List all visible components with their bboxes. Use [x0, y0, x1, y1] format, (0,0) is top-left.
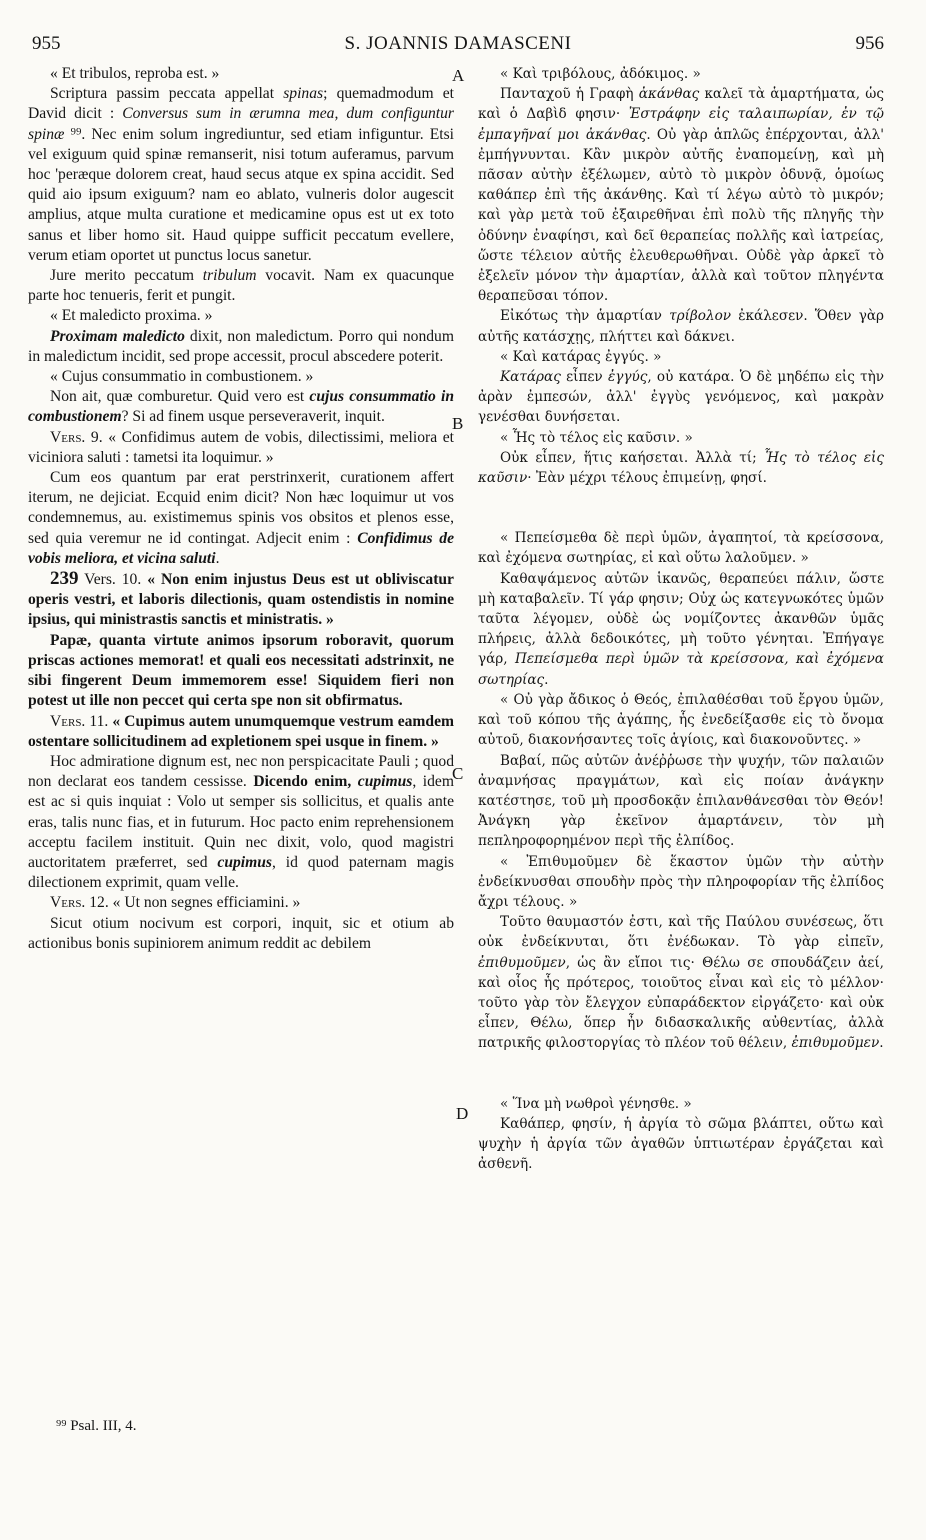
left-paragraph	[28, 712, 454, 752]
text-run: Conversus sum in ærumna mea, dum configuntur spinæ	[28, 105, 454, 143]
text-run: ? Si ad finem usque perseveraverit, inquit.	[121, 408, 385, 426]
text-run: « Non enim injustus Deus est ut obliviscatur operis vestri, et laboris dilectionis, quam ostendistis in nomine ipsius, qui ministrastis sanctis et ministratis. »	[28, 571, 454, 629]
text-run: ἐγγύς	[607, 369, 648, 386]
text-run: Proximam maledicto	[50, 327, 185, 345]
text-run: , ὡς ἂν εἴποι τις· Θέλω σε σπουδάζειν ἀεί, καὶ οἷος ἧς πρότερος, τοιοῦτος εἶναι καὶ εἰς τὸ μέλλον· τοῦτο γὰρ τὸν ἔλεγχον εὐπαράδεκτον εἰργάζετο· καὶ οὐκ εἶπεν, Θέλω, ὅπερ ἦν διδασκαλικῆς αὐθεντίας, ἀλλὰ πατρικῆς φιλοστοργίας τὸ πλέον τοῦ θέλειν,	[478, 954, 884, 1052]
text-run: « Καὶ κατάρας ἐγγύς. »	[500, 348, 662, 365]
text-run: « Καὶ τριβόλους, ἀδόκιμος. »	[500, 66, 701, 82]
column-number-left: 955	[32, 33, 61, 54]
right-paragraph	[478, 428, 884, 448]
section-marker-b: B	[452, 414, 464, 433]
left-paragraph	[28, 367, 454, 387]
column-number-right: 956	[855, 33, 884, 54]
text-run: καλεῖ τὰ ἁμαρτήματα, ὡς καὶ ὁ Δαβὶδ φησιν·	[478, 86, 885, 123]
text-run: Vers. 12.	[50, 894, 109, 912]
greek-column	[478, 64, 884, 1174]
text-run: .	[544, 671, 549, 688]
right-paragraph	[478, 84, 884, 306]
text-run: τρίβολον	[669, 308, 732, 325]
left-paragraph	[28, 327, 454, 367]
text-run: ἐπιθυμοῦμεν	[478, 954, 566, 971]
text-run: Vers. 10.	[78, 571, 148, 589]
right-paragraph	[478, 1114, 884, 1175]
text-run: dixit, non maledictum. Porro qui nondum in maledictum incidit, sed prope accessit, procul abscedere poterit.	[28, 327, 454, 365]
left-paragraph	[28, 84, 454, 266]
text-run: , οὐ κατάρα. Ὁ δὲ μηδέπω εἰς τὴν ἀρὰν ἐμπεσών, ἀλλ' ἐγγὺς γενόμενος, καὶ μακρὰν γενέσθαι δυνήσεται.	[478, 369, 884, 426]
text-run: Πεπείσμεθα περὶ ὑμῶν τὰ κρείσσονα, καὶ ἐχόμενα σωτηρίας	[478, 651, 884, 688]
text-run: Confidimus de vobis meliora, et vicina saluti	[28, 529, 454, 567]
left-paragraph	[28, 428, 454, 468]
text-run: « Οὐ γὰρ ἄδικος ὁ Θεός, ἐπιλαθέσθαι τοῦ ἔργου ὑμῶν, καὶ τοῦ κόπου τῆς ἀγάπης, ἧς ἐνεδείξασθε εἰς τὸ ὄνομα αὐτοῦ, διακονήσαντες τοῖς ἁγίοις, καὶ διακονοῦντες. »	[478, 691, 884, 749]
section-marker-c: C	[452, 764, 464, 783]
text-run: cupimus	[217, 853, 272, 871]
text-run: ἐκάλεσεν. Ὅθεν γὰρ αὐτῆς κατάσχῃς, πλήττει καὶ δάκνει.	[478, 308, 884, 345]
text-run: Ἧς τὸ τέλος εἰς καῦσιν	[478, 449, 884, 487]
section-marker-d: D	[456, 1104, 469, 1123]
text-run: Εἰκότως τὴν ἁμαρτίαν	[500, 308, 670, 325]
text-run: .	[879, 1035, 884, 1052]
text-run: Καθάπερ, φησίν, ἡ ἀργία τὸ σῶμα βλάπτει, οὕτω καὶ ψυχὴν ἡ ἀργία τῶν ἀγαθῶν ὑπτιωτέραν ἐργάζεται καὶ ἀσθενῆ.	[478, 1115, 884, 1173]
right-paragraph	[478, 1094, 884, 1114]
text-run: εἶπεν	[560, 369, 608, 386]
left-paragraph	[28, 266, 454, 306]
text-run: Cum eos quantum par erat perstrinxerit, curationem affert iterum, ne dejiciat. Ecquid enim dicit? Non hæc loquimur ut vos condemnemus, au. existimemus spinis vos obsitos et plenos esse, sed quia veremur ne id contingat. Adjecit enim :	[28, 469, 454, 547]
right-paragraph	[478, 306, 884, 346]
text-run: Πανταχοῦ ἡ Γραφὴ	[500, 86, 639, 103]
text-run: « Cujus consummatio in combustionem. »	[50, 368, 314, 386]
left-paragraph	[28, 306, 454, 326]
text-run: ⁹⁹. Nec enim solum ingrediuntur, sed etiam infiguntur. Etsi vel exiguum quid spinæ remanserit, nisi totum auferamus, parvum hoc 'peræque dolorem creat, haud secus atque ex spina accidit. Sed quid aio ipsum exiguum? nam eo ablato, vulneris dolor augescit amplius, atque multa curatione et medicamine opus est ut ex toto sanus et liber homo sit. Haud quippe sufficit peccatum evellere, verum etiam oportet ut punctus locus sanetur.	[28, 125, 454, 264]
text-run: · Ἐὰν μέχρι τέλους ἐπιμείνῃ, φησί.	[527, 470, 767, 487]
right-paragraph	[478, 448, 884, 488]
text-run: Hoc admiratione dignum est, nec non perspicacitate Pauli ; quod non declarat eos tandem cessisse.	[28, 752, 454, 791]
right-paragraph	[478, 528, 884, 568]
left-paragraph	[28, 893, 454, 913]
text-run: Καθαψάμενος αὐτῶν ἱκανῶς, θεραπεύει πάλιν, ὥστε μὴ καταβαλεῖν. Τί γάρ φησιν; Οὐχ ὡς κατεγνωκότες ὑμῶν ταῦτα λέγομεν, οὐδὲ ὡς νομίζοντες ἀκανθῶν ὑμᾶς πλήρεις, ἀλλὰ δεδοικότες, μὴ τοῦτο γένηται. Ἐπήγαγε γάρ,	[478, 570, 884, 668]
text-run: « Et tribulos, reproba est. »	[50, 65, 220, 82]
running-header	[32, 30, 884, 58]
left-paragraph	[28, 914, 454, 954]
right-paragraph	[478, 569, 884, 690]
left-paragraph	[28, 468, 454, 569]
text-run: Βαβαί, πῶς αὐτῶν ἀνέῤῥωσε τὴν ψυχήν, τῶν παλαιῶν ἀναμνήσας πραγμάτων, καὶ εἰς ποίαν ἀνάγκην κατέστησε, τοῦ μὴ προσδοκᾷν ἐπιλανθάνεσθαι τὸν Θεόν! Ἀνάγκη γὰρ ἐκεῖνον ἁμαρτάνειν, τὸν μὴ πεπληροφορημένον περὶ τῆς ἐλπίδος.	[478, 752, 884, 850]
text-run: Sicut otium nocivum est corpori, inquit, sic et otium ab actionibus bonis supiniorem animum reddit ac debilem	[28, 914, 454, 952]
text-run: Ἐστράφην εἰς ταλαιπωρίαν, ἐν τῷ ἐμπαγῆναί μοι ἀκάνθας	[478, 106, 884, 143]
right-paragraph	[478, 64, 884, 84]
text-run: , idem est ac si quis inquiat : Volo ut semper sis sollicitus, et qualis ante eras, talis nunc fias, et in futurum. Hoc pacto enim reprehensionem acceptu facilem instituit. Quin nec dixit, volo, quod magistri auctoritatem præferret, sed	[28, 773, 454, 871]
latin-column	[28, 64, 454, 954]
text-run: « Ἐπιθυμοῦμεν δὲ ἕκαστον ὑμῶν τὴν αὐτὴν ἐνδείκνυσθαι σπουδὴν πρὸς τὴν πληροφορίαν τῆς ἐλπίδος ἄχρι τέλους. »	[478, 853, 884, 910]
text-run: ; quemadmodum et David dicit :	[28, 85, 454, 123]
right-paragraph	[478, 690, 884, 751]
text-run: ἐπιθυμοῦμεν	[791, 1035, 880, 1052]
text-run: Τοῦτο θαυμαστόν ἐστι, καὶ τῆς Παύλου συνέσεως, ὅτι οὐκ ἐνδείκνυται, ὅτι ἐνέδωκαν. Τὸ γὰρ εἰπεῖν,	[478, 914, 884, 951]
left-paragraph	[28, 631, 454, 712]
left-paragraph	[28, 569, 454, 631]
text-run: « Et maledicto proxima. »	[50, 307, 213, 325]
text-run: vocavit. Nam ex quacunque parte hoc tenueris, ferit et pungit.	[28, 267, 455, 305]
text-run: cupimus	[357, 773, 413, 791]
text-run: Non ait, quæ comburetur. Quid vero est	[50, 388, 310, 406]
text-run: « Ut non segnes efficiamini. »	[108, 894, 301, 912]
right-paragraph	[478, 852, 884, 913]
text-run: « Πεπείσμεθα δὲ περὶ ὑμῶν, ἀγαπητοί, τὰ κρείσσονα, καὶ ἐχόμενα σωτηρίας, εἰ καὶ οὕτω λαλοῦμεν. »	[478, 530, 884, 567]
text-run: « Ἵνα μὴ νωθροὶ γένησθε. »	[500, 1095, 692, 1112]
text-run: spinas	[283, 85, 324, 103]
right-paragraph	[478, 751, 884, 852]
text-run: « Ἧς τὸ τέλος εἰς καῦσιν. »	[500, 429, 693, 446]
text-run: Vers. 11.	[50, 712, 109, 730]
text-run: tribulum	[202, 267, 257, 285]
left-paragraph	[28, 752, 454, 893]
right-paragraph	[478, 347, 884, 367]
left-paragraph	[28, 387, 454, 427]
text-run: .	[215, 549, 220, 567]
text-run: Κατάρας	[500, 369, 561, 386]
text-run: Vers. 9.	[50, 428, 103, 446]
text-run: « Cupimus autem unumquemque vestrum eamdem ostentare sollicitudinem ad expletionem spei usque in finem. »	[28, 712, 454, 750]
text-run: Dicendo enim,	[253, 773, 358, 791]
text-run: 239	[50, 568, 79, 590]
section-marker-a: A	[452, 66, 465, 85]
text-run: Papæ, quanta virtute animos ipsorum roboravit, quorum priscas actiones memorat! et quali eos necessitati adstrinxit, ne sibi fingerent Deum immemorem esse! Siquidem fieri non potest ut ille non peccet qui certa spe non sit obfirmatus.	[28, 631, 454, 710]
left-paragraph	[28, 64, 454, 84]
text-run: . Οὐ γὰρ ἁπλῶς ἐπέρχονται, ἀλλ' ἐμπήγνυνται. Κἂν μικρὸν αὐτῆς ἐναπομείνῃ, καὶ μὴ πᾶσαν αὐτὴν ἐξέλωμεν, αὐτὸ τὸ μικρὸν ὀδυνᾷ, ὁμοίως καθάπερ ἐπὶ τῆς ἀκάνθης. Καὶ τί λέγω αὐτὸ τὸ μικρόν; καὶ γὰρ μετὰ τοῦ ἐξαιρεθῆναι ἐπὶ πολὺ τῆς πληγῆς τὴν ὀδύνην ἐναφίησι, καὶ δεῖ θεραπείας πολλῆς καὶ ἰατρείας, ὥστε τέλειον αὐτῆς ἐλευθερωθῆναι. Οὐδὲ γὰρ ἀρκεῖ τὸ ἐξελεῖν μόνον τὴν ἁμαρτίαν, ἀλλὰ καὶ τοῦτον πληγέντα θεραπεῦσαι τόπον.	[478, 126, 884, 305]
right-paragraph	[478, 912, 884, 1053]
text-run: cujus consummatio in combustionem	[28, 388, 454, 426]
text-run: Jure merito peccatum	[50, 267, 203, 285]
footnote: ⁹⁹ Psal. III, 4.	[56, 1418, 137, 1434]
running-title: S. JOANNIS DAMASCENI	[344, 33, 572, 54]
text-run: Οὐκ εἶπεν, ἥτις καήσεται. Ἀλλὰ τί;	[500, 449, 765, 466]
text-run: , id quod paternam magis dilectionem exprimit, quam velle.	[28, 853, 454, 892]
text-run: « Confidimus autem de vobis, dilectissimi, meliora et viciniora saluti : tametsi ita loquimur. »	[28, 428, 454, 466]
text-run: ἀκάνθας	[638, 86, 700, 103]
text-run: Scriptura passim peccata appellat	[50, 85, 284, 103]
right-paragraph	[478, 367, 884, 428]
